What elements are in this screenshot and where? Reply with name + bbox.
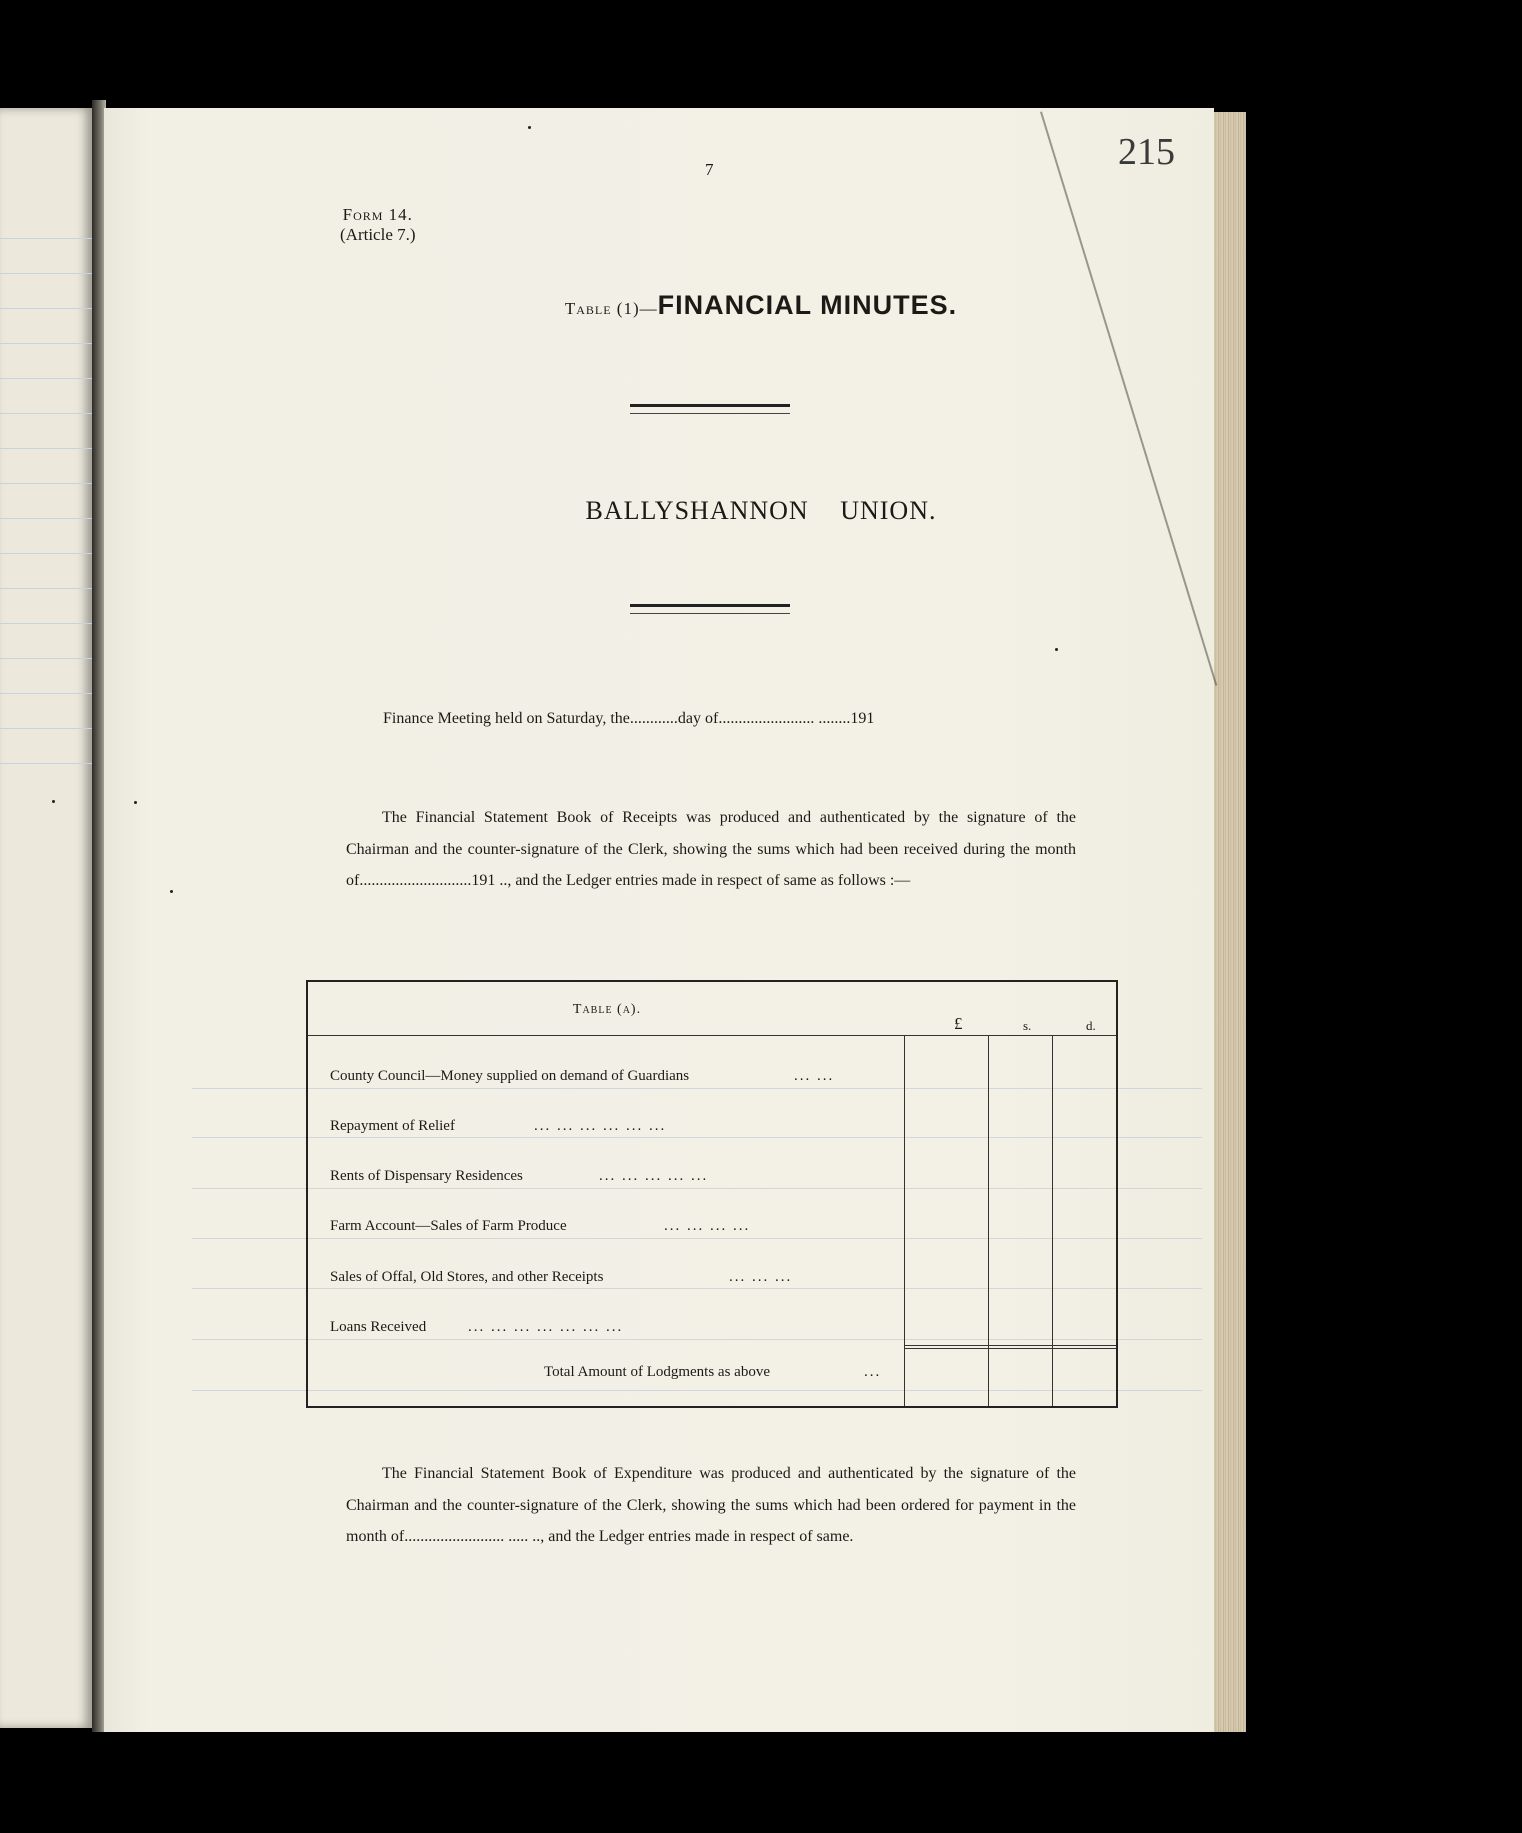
row-label: County Council—Money supplied on demand of Guardians bbox=[330, 1068, 690, 1084]
pounds-header: £ bbox=[954, 1014, 963, 1033]
row-label: Rents of Dispensary Residences bbox=[330, 1168, 523, 1184]
row-leader-dots: ... ... ... ... ... ... ... bbox=[468, 1319, 624, 1335]
article-reference: (Article 7.) bbox=[340, 225, 416, 244]
pounds-column-rule bbox=[904, 1035, 905, 1406]
double-rule-top bbox=[630, 404, 790, 414]
double-rule-bottom bbox=[630, 604, 790, 614]
page-edges bbox=[1214, 112, 1246, 1732]
table-heading bbox=[0, 290, 1522, 321]
row-leader-dots: ... ... ... bbox=[729, 1269, 793, 1285]
page-number: 215 bbox=[1118, 131, 1175, 173]
table-heading-prefix: Table (1)— bbox=[564, 299, 658, 318]
previous-page bbox=[0, 108, 92, 1728]
pence-column-rule bbox=[1052, 1035, 1053, 1406]
total-leader-dots: ... bbox=[864, 1364, 882, 1380]
row-label: Loans Received bbox=[330, 1319, 427, 1335]
row-label: Farm Account—Sales of Farm Produce bbox=[330, 1218, 567, 1234]
table-caption: Table (a). bbox=[572, 1002, 642, 1017]
total-rule bbox=[904, 1345, 1116, 1349]
total-label: Total Amount of Lodgments as above bbox=[544, 1364, 770, 1380]
union-name: BALLYSHANNON UNION. bbox=[585, 496, 937, 525]
row-leader-dots: ... ... bbox=[794, 1068, 835, 1084]
header-rule bbox=[308, 1035, 1116, 1036]
receipts-table bbox=[306, 980, 1118, 1408]
expenditure-paragraph bbox=[346, 1458, 1076, 1553]
receipts-paragraph bbox=[346, 802, 1076, 897]
shillings-column-rule bbox=[988, 1035, 989, 1406]
folio-number: 7 bbox=[705, 160, 714, 179]
form-reference bbox=[340, 205, 416, 245]
meeting-line: Finance Meeting held on Saturday, the............day of........................ ........191 bbox=[383, 710, 875, 727]
row-label: Sales of Offal, Old Stores, and other Receipts bbox=[330, 1269, 604, 1285]
row-leader-dots: ... ... ... ... ... ... bbox=[534, 1118, 667, 1134]
receipts-text: The Financial Statement Book of Receipts was produced and authenticated by the signature of the Chairman and the counter-signature of the Clerk, showing the sums which had been received during the month of............................191 .., and the Ledger entries made in respect of same as follows :— bbox=[346, 809, 1076, 889]
table-heading-title: FINANCIAL MINUTES. bbox=[657, 290, 958, 320]
row-label: Repayment of Relief bbox=[330, 1118, 455, 1134]
form-number: Form 14. bbox=[342, 205, 413, 224]
expenditure-text: The Financial Statement Book of Expenditure was produced and authenticated by the signature of the Chairman and the counter-signature of the Clerk, showing the sums which had been ordered for payment in the month of......................... ..... .., and the Ledger entries made in respect of same. bbox=[346, 1465, 1076, 1545]
row-leader-dots: ... ... ... ... bbox=[664, 1218, 751, 1234]
row-leader-dots: ... ... ... ... ... bbox=[599, 1168, 709, 1184]
shillings-header: s. bbox=[1023, 1018, 1032, 1033]
pence-header: d. bbox=[1086, 1018, 1096, 1033]
